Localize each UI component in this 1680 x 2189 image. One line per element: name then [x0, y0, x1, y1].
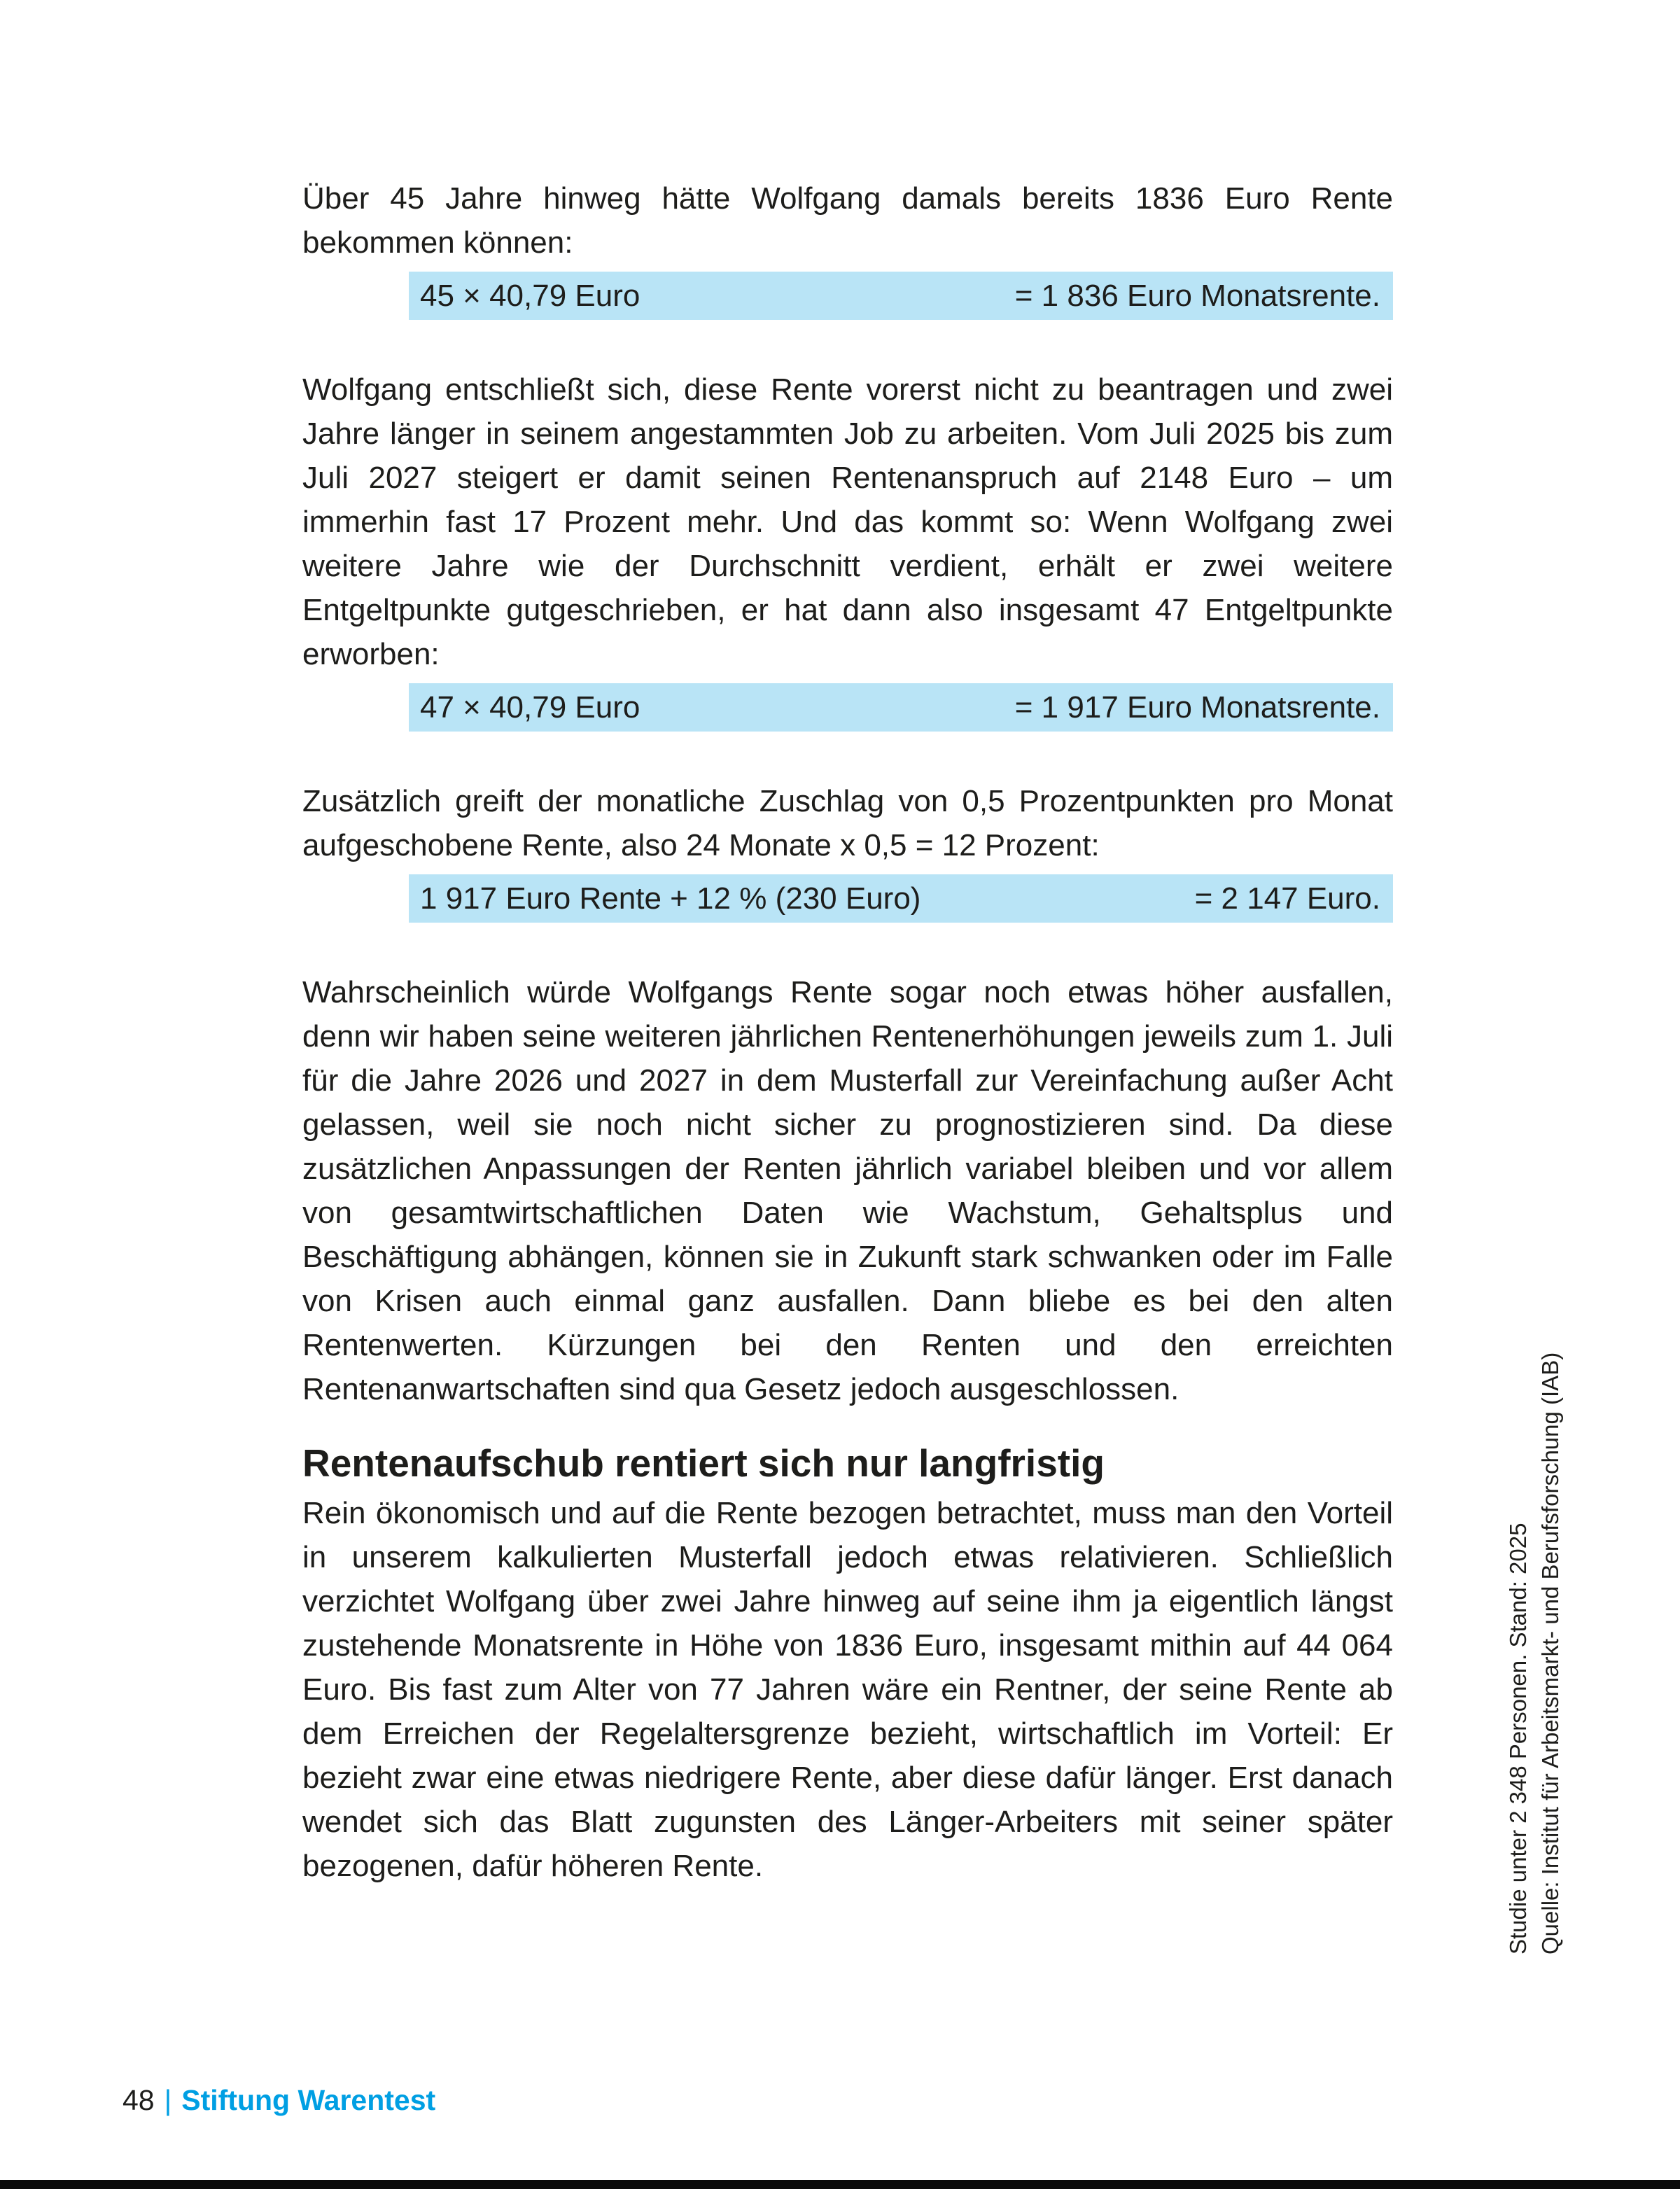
source-note-quelle: Quelle: Institut für Arbeitsmarkt- und Berufsforschung (IAB): [1537, 1352, 1563, 1954]
calc-line-3: [409, 874, 1393, 923]
paragraph-2: Wolfgang entschließt sich, diese Rente vorerst nicht zu beantragen und zwei Jahre länger in seinem angestammten Job zu arbeiten. Vom Juli 2025 bis zum Juli 2027 steigert er damit seinen Rentenanspruch auf 2148 Euro – um immerhin fast 17 Prozent mehr. Und das kommt so: Wenn Wolfgang zwei weitere Jahre wie der Durchschnitt verdient, erhält er zwei weitere Entgeltpunkte gutgeschrieben, er hat dann also insgesamt 47 Entgeltpunkte erworben:: [302, 372, 1393, 671]
calc-line-1: [409, 272, 1393, 320]
paragraph-4: Wahrscheinlich würde Wolfgangs Rente sogar noch etwas höher ausfallen, denn wir haben seine weiteren jährlichen Rentenerhöhungen jeweils zum 1. Juli für die Jahre 2026 und 2027 in dem Musterfall zur Vereinfachung außer Acht gelassen, weil sie noch nicht sicher zu prognostizieren sind. Da diese zusätzlichen Anpassungen der Renten jährlich variabel bleiben und vor allem von gesamtwirtschaftlichen Daten wie Wachstum, Gehaltsplus und Beschäftigung abhängen, können sie in Zukunft stark schwanken oder im Falle von Krisen auch einmal ganz ausfallen. Dann bliebe es bei den alten Rentenwerten. Kürzungen bei den Renten und den erreichten Rentenanwartschaften sind qua Gesetz jedoch ausgeschlossen.: [302, 975, 1393, 1406]
paragraph-5: Rein ökonomisch und auf die Rente bezogen betrachtet, muss man den Vorteil in unserem kalkulierten Musterfall jedoch etwas relativieren. Schließlich verzichtet Wolfgang über zwei Jahre hinweg auf seine ihm ja eigentlich längst zustehende Monatsrente in Höhe von 1836 Euro, insgesamt mithin auf 44 064 Euro. Bis fast zum Alter von 77 Jahren wäre ein Rentner, der seine Rente ab dem Erreichen der Regelaltersgrenze bezieht, wirtschaftlich im Vorteil: Er bezieht zwar eine etwas niedrigere Rente, aber diese dafür länger. Erst danach wendet sich das Blatt zugunsten des Länger-Arbeiters mit seiner später bezogenen, dafür höheren Rente.: [302, 1496, 1393, 1883]
page-number: 48: [122, 2084, 155, 2116]
footer-divider: |: [164, 2084, 172, 2116]
calc-2-result: = 1 917 Euro Monatsrente.: [1014, 690, 1380, 725]
calc-1-result: = 1 836 Euro Monatsrente.: [1014, 279, 1380, 313]
calc-3-result: = 2 147 Euro.: [1194, 881, 1380, 916]
source-note-study: Studie unter 2 348 Personen. Stand: 2025: [1505, 1523, 1531, 1954]
section-heading: Rentenaufschub rentiert sich nur langfristig: [302, 1441, 1105, 1485]
paragraph-3: Zusätzlich greift der monatliche Zuschlag von 0,5 Prozentpunkten pro Monat aufgeschobene Rente, also 24 Monate x 0,5 = 12 Prozent:: [302, 784, 1393, 862]
source-note: [1502, 1352, 1567, 1954]
calc-3-expression: 1 917 Euro Rente + 12 % (230 Euro): [420, 881, 921, 916]
page-content: [302, 176, 1393, 1888]
page-footer: [122, 2083, 435, 2117]
paragraph-intro: Über 45 Jahre hinweg hätte Wolfgang damals bereits 1836 Euro Rente bekommen können:: [302, 181, 1393, 260]
calc-2-expression: 47 × 40,79 Euro: [420, 690, 640, 725]
page-bottom-edge: [0, 2180, 1680, 2189]
calc-1-expression: 45 × 40,79 Euro: [420, 279, 640, 313]
brand-name: Stiftung Warentest: [181, 2084, 436, 2116]
calc-line-2: [409, 683, 1393, 732]
